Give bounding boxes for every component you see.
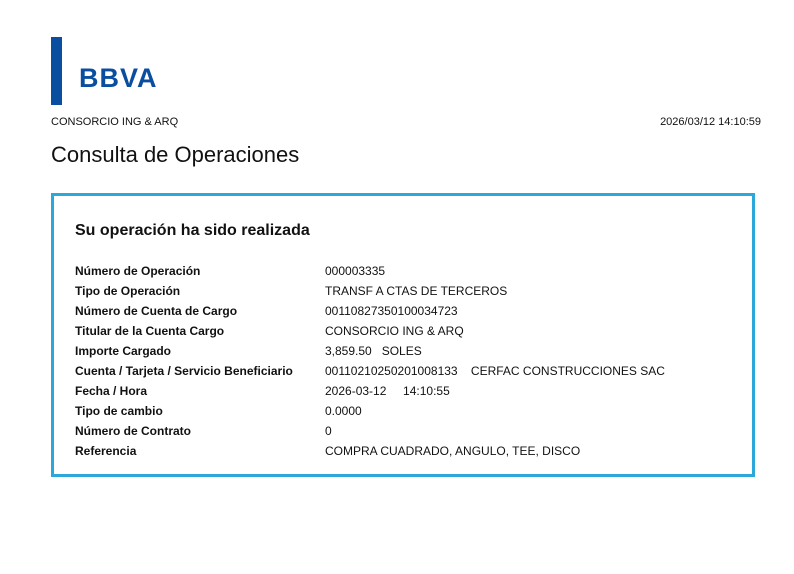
detail-label: Número de Operación	[75, 264, 201, 278]
detail-label: Cuenta / Tarjeta / Servicio Beneficiario	[75, 364, 293, 378]
detail-label: Número de Contrato	[75, 424, 192, 438]
detail-row-account-holder	[75, 321, 735, 341]
detail-row-debit-account	[75, 301, 735, 321]
detail-label: Tipo de cambio	[75, 404, 163, 418]
detail-label: Fecha / Hora	[75, 384, 148, 398]
detail-value: 2026-03-12 14:10:55	[325, 384, 450, 398]
detail-value: 0.0000	[325, 404, 362, 418]
brand-logo-bar	[51, 37, 62, 105]
detail-value: COMPRA CUADRADO, ANGULO, TEE, DISCO	[325, 444, 581, 458]
detail-label: Importe Cargado	[75, 344, 172, 358]
operation-details	[75, 261, 735, 461]
detail-row-contract-number	[75, 421, 735, 441]
detail-row-datetime	[75, 381, 735, 401]
page-title: Consulta de Operaciones	[51, 142, 300, 167]
detail-value: 000003335	[325, 264, 386, 278]
brand-logo: BBVA	[79, 63, 158, 93]
operation-result-panel	[51, 193, 755, 477]
detail-label: Tipo de Operación	[75, 284, 181, 298]
detail-label: Referencia	[75, 444, 137, 458]
company-name: CONSORCIO ING & ARQ	[51, 116, 179, 128]
detail-value: 0	[325, 424, 332, 438]
detail-row-beneficiary	[75, 361, 735, 381]
detail-row-exchange-rate	[75, 401, 735, 421]
detail-value: CONSORCIO ING & ARQ	[325, 324, 464, 338]
detail-label: Número de Cuenta de Cargo	[75, 304, 238, 318]
print-timestamp: 2026/03/12 14:10:59	[660, 116, 761, 128]
detail-value: TRANSF A CTAS DE TERCEROS	[325, 284, 508, 298]
detail-row-reference	[75, 441, 735, 461]
detail-value: 00110827350100034723	[325, 304, 458, 318]
detail-row-operation-number	[75, 261, 735, 281]
detail-label: Titular de la Cuenta Cargo	[75, 324, 225, 338]
detail-row-amount	[75, 341, 735, 361]
detail-value: 3,859.50 SOLES	[325, 344, 422, 358]
detail-row-operation-type	[75, 281, 735, 301]
panel-heading: Su operación ha sido realizada	[75, 222, 310, 239]
detail-value: 00110210250201008133 CERFAC CONSTRUCCIONES SAC	[325, 364, 665, 378]
